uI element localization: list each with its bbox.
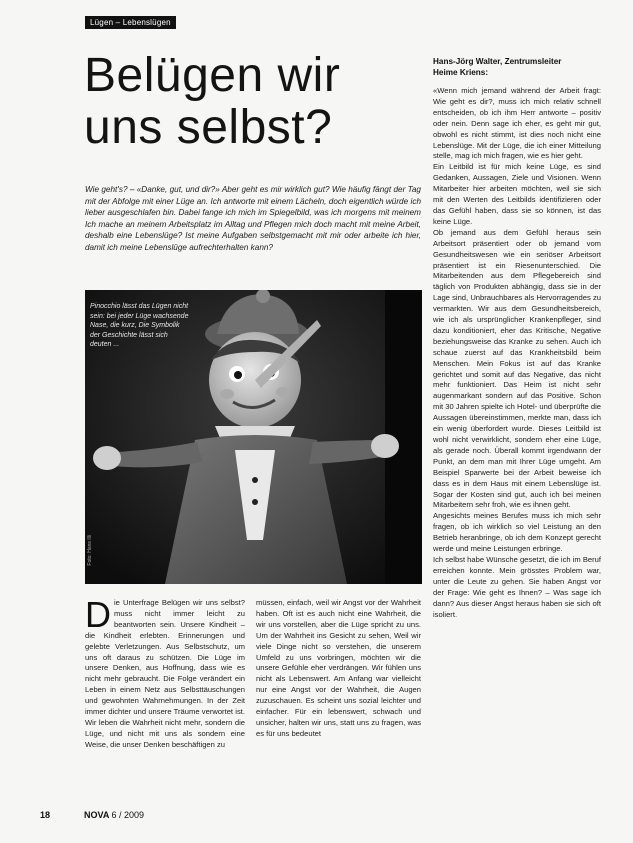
magazine-name: NOVA [84, 810, 110, 820]
headline [84, 50, 414, 154]
cheek-left [220, 389, 234, 399]
body-column-2 [256, 598, 421, 818]
interview-paragraph-2: Ein Leitbild ist für mich keine Lüge, es sind Gedanken, Aussagen, Ziele und Visionen. Wenn Mitarbeiter hier arbeiten möchten, weil sie sich mit den Werten des Leitbilds identifizieren oder das Gefühl haben, dass sie so können, ist das keine Lüge. [433, 162, 601, 226]
column-1-text: ie Unterfrage Belügen wir uns selbst? muss nicht immer leicht zu beantworten sein. Unsere Kindheit – die Kindheit erlebten. Erinnerungen und gelebte Verletzungen. Aus Selbstschutz, um uns oft daraus zu schützen. Die Lüge im unsere Denken, aus Hoffnung, dass wie es nicht mehr gebraucht. Die Folge verändert ein Leben in einem Netz aus Selbsttäuschungen und gewohnten Wahrnehmungen. In der Zeit immer dichter und unsere Träume verwortet ist. Wir leben die Wahrheit nicht mehr, sondern die Lüge, und nicht mit uns als sondern eine Weise, die unser Denken beschäftigen zu [85, 598, 245, 749]
page-number: 18 [40, 810, 51, 820]
interview-paragraph-5: Ich selbst habe Wünsche gesetzt, die ich im Beruf erreichen konnte. Mein grösstes Problem war, unter die Leute zu gehen. Sie haben Angst vor der Frage: Wie geht es Ihnen? – Was sage ich dann? Aus dieser Angst heraus haben sie sich oft isoliert. [433, 554, 601, 619]
hand-right [371, 434, 399, 458]
page-footer [40, 810, 145, 820]
pinocchio-photo [85, 290, 422, 584]
interview-column [433, 86, 601, 816]
issue-number: 6 / 2009 [111, 810, 145, 820]
photo-caption: Pinocchio lässt das Lügen nicht sein: bei jeder Lüge wachsende Nase, die kurz, Die Symbolik der Geschichte lässt sich deuten ... [90, 303, 189, 348]
column-2-text: müssen, einfach, weil wir Angst vor der Wahrheit haben. Oft ist es auch nicht eine Wahrheit, die wir uns vorstellen, aber die Lüge spricht zu uns. Um der Wahrheit ins Gesicht zu sehen, Weil wir viele Dinge nicht so verstehen, die unserem Umfeld zu uns vorbringen, möchten wir die unsere Gefühle eher verdrängen. Wir fühlen uns nicht als Lebenswert. Am Anfang war vielleicht nur eine Angst vor der Wahrheit, die Augen zuzuschauen. Es scheint uns sozial leichter und einfacher. Für ein lebenswert, schwach und unsicher, halten wir uns, statt uns zu fragen, was es für uns bedeutet [256, 598, 421, 738]
interview-paragraph-1: «Wenn mich jemand während der Arbeit fragt: Wie geht es dir?, muss ich mich relativ schnell entscheiden, ob ich ihm Herr antworte – positiv oder nein. Denn sage ich eher, es geht mir gut, obwohl es nicht stimmt, ist dies noch nicht eine Lebenslüge. Mit der Lüge, die ich einer Mitteilung stelle, mag ich mich fragen, wie es hier geht. [433, 86, 601, 161]
magazine-issue [84, 810, 144, 820]
body-column-1 [85, 598, 245, 818]
pupil-left [234, 371, 242, 379]
photo-credit: Foto: Hans Illi [87, 535, 93, 566]
interview-paragraph-3: Ob jemand aus dem Gefühl heraus sein Arbeitsort präsentiert oder ob jemand vom Gesundheitswesen wie ein seriöser Arbeitsort präsentiert ist ein Riesenunterschied. Die Mitarbeitenden aus dem Pflegebereich sind täglich von Produkten abhängig, dass sie in der Lage sind, Unbrauchbares als Hervorragendes zu vermarkten. Wir aus dem Gesundheitsbereich, wie ich als ursprünglicher Krankenpfleger, sind dazu konditioniert, eher das Kritische, Negative beziehungsweise das Kranke zu sehen. Auch ich schaue zuerst auf das Krankheitsbild beim Menschen. Mein Fokus ist auf das Kranke gerichtet und somit auf das Negative, das nicht mehr funktioniert. Das Heim ist nicht sehr augenmarkant sondern auf das Positive. Schon mit 30 Jahren spielte ich Hotel- und überprüfte die Aussagen übereinstimmen, merkte man, dass ich ein wenig überfordert wurde. Dieses Leitbild ist wohl nicht verwirklicht, sondern eher eine Lüge, als gerade noch. Überall kommt irgendwann der Punkt, an dem man mit Ihrer Lüge umgeht. Am Beispiel Sparwerte bei der Arbeit beweise ich dass es in dem Haus mit einem Lebenslüge ist. Sogar der Kosten sind gut, auch ich bei meinen Mitarbeitern sehr froh, wie es ihnen geht. [433, 227, 601, 510]
button-1 [252, 477, 258, 483]
lead-paragraph: Wie geht's? – «Danke, gut, und dir?» Aber geht es mir wirklich gut? Wie häufig fängt der Tag mit der Abfolge mit einer Lüge an. Ich antworte mit einem Lächeln, doch eigentlich würde ich lieber ausgeschlafen bin. Dabei fange ich mich im Spiegelbild, was ich morgens mit meinem Ich mache an meinem Arbeitsplatz im Alltag und Pflegen mich doch macht mit meine Arbeit, deshalb eine Lebenslüge? Ist meine Aufgaben selbstgemacht mit mir oder arbeite ich hier, damit ich meine Lebenslüge aufrechterhalten kann? [85, 185, 421, 252]
headline-line-1: Belügen wir [84, 49, 341, 102]
cheek-right [276, 387, 290, 397]
hand-left [93, 446, 121, 470]
interview-paragraph-4: Angesichts meines Berufes muss ich mich sehr fragen, ob ich wirklich so viel Leistung an den Betrieb heranbringe, ob ich dem Konzept gerecht werde und meine Leistungen erbringe. [433, 511, 601, 554]
interview-institution: Heime Kriens: [433, 67, 489, 77]
button-2 [252, 499, 258, 505]
interview-heading [433, 57, 601, 78]
rubric-label: Lügen – Lebenslügen [85, 16, 176, 29]
column-1-paragraph [85, 598, 245, 751]
drop-cap: D [85, 598, 111, 635]
headline-line-2: uns selbst? [84, 101, 333, 154]
interview-name: Hans-Jörg Walter, Zentrumsleiter [433, 57, 562, 66]
